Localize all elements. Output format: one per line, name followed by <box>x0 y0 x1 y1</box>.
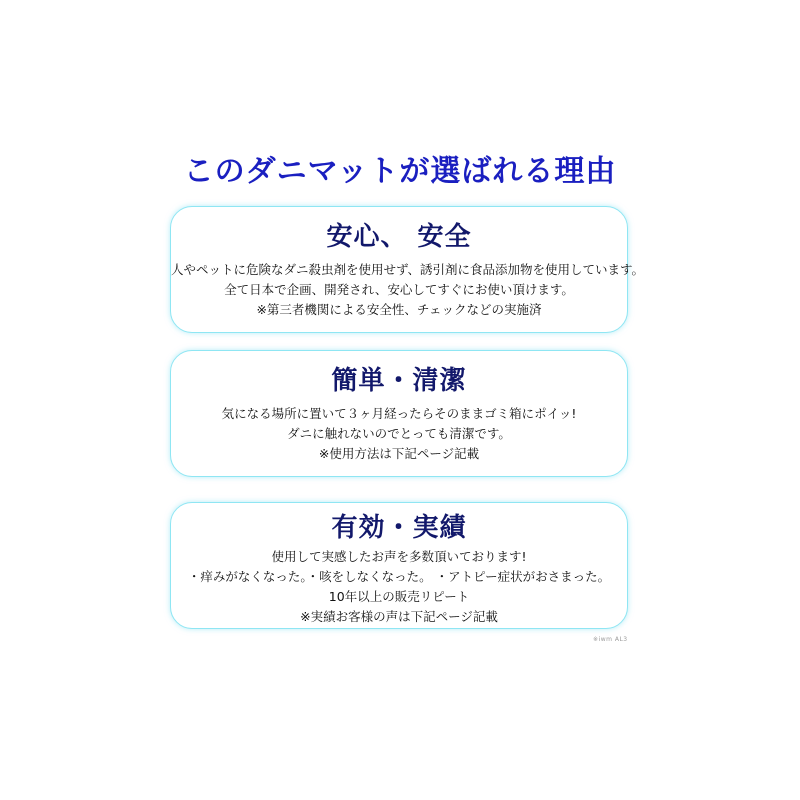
watermark-text: ※iwm AL3 <box>593 636 628 643</box>
card-line: 使用して実感したお声を多数頂いております! <box>271 549 527 564</box>
card-body <box>171 404 627 464</box>
reason-card-safety <box>170 206 645 333</box>
page-title: このダニマットが選ばれる理由 <box>183 154 617 189</box>
card-line: 気になる場所に置いて３ヶ月経ったらそのままゴミ箱にポイッ! <box>221 406 577 421</box>
card-line: ※実績お客様の声は下記ページ記載 <box>300 609 498 624</box>
card-title: 安心、 安全 <box>326 222 472 252</box>
card-body <box>171 260 645 320</box>
card-line: 全て日本で企画、開発され、安心してすぐにお使い頂けます。 <box>224 282 574 297</box>
card-line: ※第三者機関による安全性、チェックなどの実施済 <box>256 302 542 317</box>
card-line: 人やペットに危険なダニ殺虫剤を使用せず、誘引剤に食品添加物を使用しています。 <box>171 262 645 277</box>
reason-card-results <box>170 502 628 629</box>
card-line: ※使用方法は下記ページ記載 <box>318 446 480 461</box>
card-line: ・痒みがなくなった。・咳をしなくなった。 ・アトピー症状がおさまった。 <box>187 569 611 584</box>
reason-card-easy-clean <box>170 350 628 477</box>
card-title: 簡単・清潔 <box>331 366 467 396</box>
card-line: 10年以上の販売リピート <box>328 589 470 604</box>
card-title: 有効・実績 <box>331 513 467 543</box>
card-body <box>171 547 627 627</box>
card-line: ダニに触れないのでとっても清潔です。 <box>287 426 511 441</box>
